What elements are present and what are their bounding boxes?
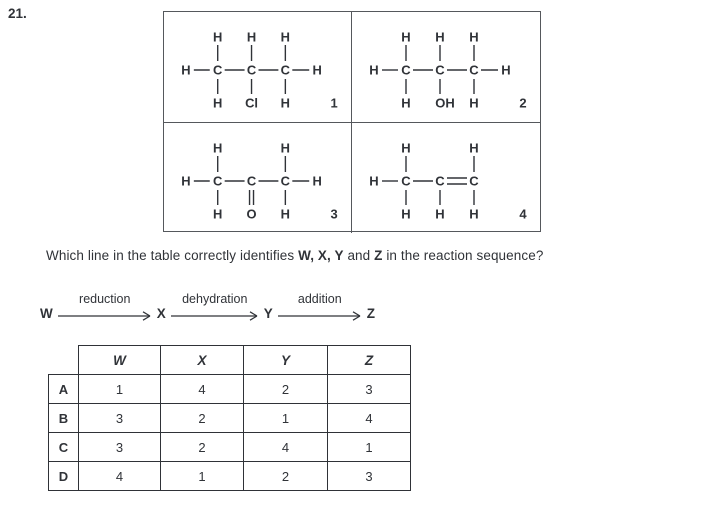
svg-text:C: C <box>280 62 291 78</box>
svg-text:C: C <box>246 62 257 78</box>
svg-text:H: H <box>280 140 291 156</box>
table-cell: 3 <box>79 404 161 433</box>
svg-text:H: H <box>246 29 257 45</box>
structure-diagram-4 <box>352 123 540 233</box>
sequence-node-y: Y <box>263 306 273 322</box>
table-cell: 2 <box>244 375 328 404</box>
sequence-node-x: X <box>156 306 166 322</box>
svg-text:H: H <box>369 62 379 78</box>
question-number: 21. <box>8 6 27 21</box>
svg-text:O: O <box>246 206 257 222</box>
question-text <box>46 248 686 263</box>
svg-text:H: H <box>401 140 411 156</box>
table-cell: 4 <box>244 433 328 462</box>
table-cell: 1 <box>244 404 328 433</box>
table-cell: 1 <box>79 375 161 404</box>
svg-text:H: H <box>401 29 411 45</box>
svg-text:H: H <box>469 29 479 45</box>
table-header-x: X <box>161 346 244 375</box>
table-cell: 3 <box>328 462 411 491</box>
arrow-right-icon <box>277 309 363 322</box>
svg-text:3: 3 <box>330 206 338 222</box>
question-text-bold: W, X, Y <box>298 248 344 263</box>
svg-text:H: H <box>213 29 223 45</box>
svg-text:Cl: Cl <box>245 95 258 111</box>
structure-diagram-3 <box>164 123 351 233</box>
arrow-right-icon <box>170 309 260 322</box>
svg-text:H: H <box>369 173 379 189</box>
svg-text:C: C <box>213 62 223 78</box>
row-label-c: C <box>49 433 79 462</box>
svg-text:4: 4 <box>519 206 527 222</box>
svg-text:H: H <box>312 62 322 78</box>
sequence-step-dehydration <box>170 293 260 322</box>
table-cell: 2 <box>161 404 244 433</box>
row-label-b: B <box>49 404 79 433</box>
sequence-node-w: W <box>40 306 53 322</box>
svg-text:H: H <box>401 95 411 111</box>
svg-text:H: H <box>501 62 511 78</box>
question-text-seg: in the reaction sequence? <box>382 248 544 263</box>
svg-text:C: C <box>246 173 257 189</box>
svg-text:H: H <box>312 173 322 189</box>
question-text-seg: Which line in the table correctly identifies <box>46 248 299 263</box>
table-cell: 3 <box>328 375 411 404</box>
svg-text:C: C <box>401 62 411 78</box>
table-header-y: Y <box>244 346 328 375</box>
svg-text:H: H <box>280 206 291 222</box>
structure-cell-4 <box>352 123 540 233</box>
svg-text:1: 1 <box>330 95 338 111</box>
svg-text:H: H <box>435 29 445 45</box>
reaction-sequence <box>40 293 375 322</box>
svg-text:H: H <box>213 95 223 111</box>
table-row-d <box>49 462 411 491</box>
structure-cell-2 <box>352 12 540 123</box>
table-cell: 1 <box>328 433 411 462</box>
step-label-dehydration: dehydration <box>182 292 248 306</box>
sequence-step-reduction <box>57 293 153 322</box>
table-cell: 3 <box>79 433 161 462</box>
svg-text:H: H <box>469 95 479 111</box>
question-text-seg: and <box>343 248 375 263</box>
svg-text:C: C <box>213 173 223 189</box>
structure-diagram-1 <box>164 12 351 122</box>
sequence-node-z: Z <box>366 306 376 322</box>
table-row-a <box>49 375 411 404</box>
svg-text:C: C <box>469 173 479 189</box>
table-header-z: Z <box>328 346 411 375</box>
svg-text:H: H <box>469 140 479 156</box>
svg-text:H: H <box>213 206 223 222</box>
svg-text:H: H <box>280 95 291 111</box>
svg-text:H: H <box>280 29 291 45</box>
answer-table <box>48 345 411 491</box>
row-label-a: A <box>49 375 79 404</box>
structure-cell-3 <box>164 123 352 233</box>
structure-cell-1 <box>164 12 352 123</box>
svg-text:H: H <box>213 140 223 156</box>
table-row-c <box>49 433 411 462</box>
svg-text:H: H <box>181 62 191 78</box>
svg-text:OH: OH <box>435 95 455 111</box>
step-label-reduction: reduction <box>79 292 131 306</box>
table-cell: 1 <box>161 462 244 491</box>
svg-text:C: C <box>435 173 445 189</box>
svg-text:H: H <box>469 206 479 222</box>
svg-text:H: H <box>181 173 191 189</box>
table-header-row <box>49 346 411 375</box>
svg-text:H: H <box>435 206 445 222</box>
sequence-step-addition <box>277 293 363 322</box>
step-label-addition: addition <box>297 292 342 306</box>
svg-text:C: C <box>401 173 411 189</box>
svg-text:C: C <box>469 62 479 78</box>
row-label-d: D <box>49 462 79 491</box>
table-row-b <box>49 404 411 433</box>
table-cell: 2 <box>244 462 328 491</box>
table-cell: 4 <box>79 462 161 491</box>
structure-diagram-2 <box>352 12 540 122</box>
table-cell: 2 <box>161 433 244 462</box>
table-header-w: W <box>79 346 161 375</box>
table-cell: 4 <box>328 404 411 433</box>
table-cell: 4 <box>161 375 244 404</box>
svg-text:H: H <box>401 206 411 222</box>
arrow-right-icon <box>57 309 153 322</box>
svg-text:C: C <box>280 173 291 189</box>
svg-text:C: C <box>435 62 445 78</box>
structure-grid <box>163 11 541 232</box>
svg-text:2: 2 <box>519 95 527 111</box>
question-text-bold: Z <box>374 248 383 263</box>
table-corner-cell <box>49 346 79 375</box>
